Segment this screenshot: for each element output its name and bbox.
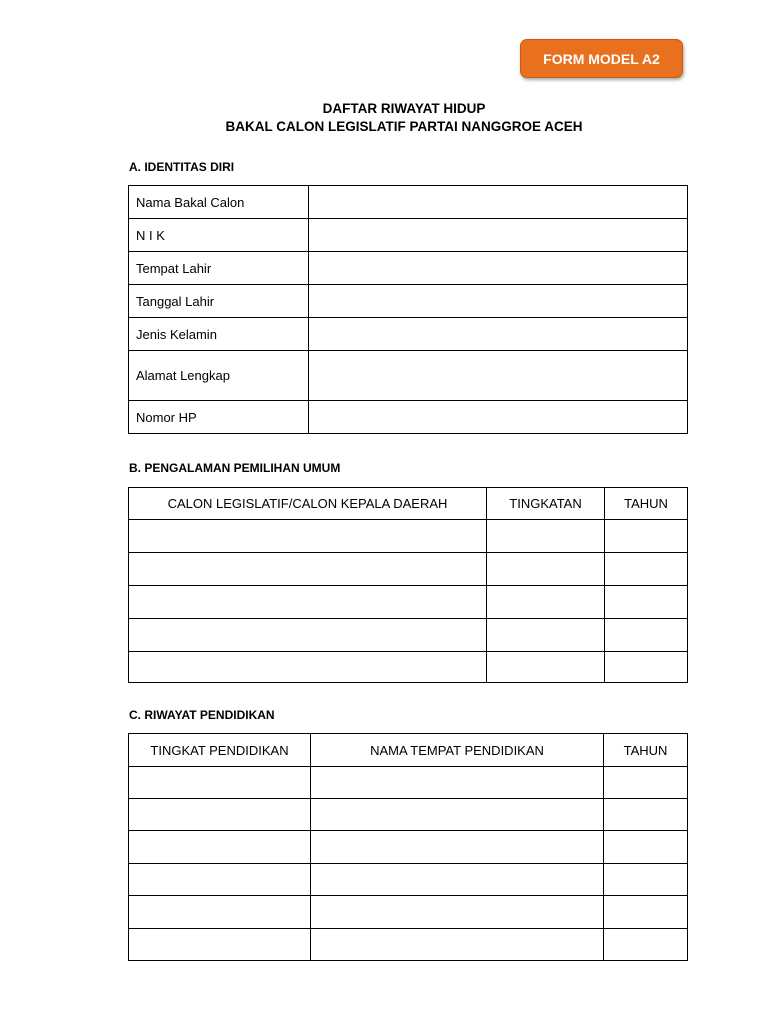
- table-cell[interactable]: [605, 520, 688, 553]
- field-label: N I K: [129, 219, 309, 252]
- table-cell[interactable]: [604, 896, 688, 929]
- column-header: TAHUN: [604, 734, 688, 767]
- column-header: NAMA TEMPAT PENDIDIKAN: [311, 734, 604, 767]
- table-row: [129, 285, 688, 318]
- table-row: [129, 831, 688, 864]
- table-cell[interactable]: [129, 619, 487, 652]
- table-cell[interactable]: [311, 831, 604, 864]
- document-title: DAFTAR RIWAYAT HIDUP: [322, 101, 486, 116]
- table-row: [129, 896, 688, 929]
- table-cell[interactable]: [605, 619, 688, 652]
- table-cell[interactable]: [487, 553, 605, 586]
- table-row: [129, 520, 688, 553]
- table-cell[interactable]: [604, 864, 688, 896]
- table-row: [129, 401, 688, 434]
- table-row: [129, 553, 688, 586]
- table-cell[interactable]: [311, 767, 604, 799]
- table-row: [129, 619, 688, 652]
- table-cell[interactable]: [605, 553, 688, 586]
- table-row: [129, 351, 688, 401]
- table-cell[interactable]: [311, 864, 604, 896]
- table-cell[interactable]: [311, 799, 604, 831]
- table-cell[interactable]: [129, 767, 311, 799]
- table-cell[interactable]: [129, 864, 311, 896]
- table-header-row: [129, 734, 688, 767]
- tanggal-lahir-field[interactable]: [309, 285, 688, 318]
- table-cell[interactable]: [604, 929, 688, 961]
- column-header: TINGKAT PENDIDIKAN: [129, 734, 311, 767]
- field-label: Tanggal Lahir: [129, 285, 309, 318]
- table-row: [129, 186, 688, 219]
- table-cell[interactable]: [129, 799, 311, 831]
- field-label: Tempat Lahir: [129, 252, 309, 285]
- table-cell[interactable]: [605, 652, 688, 683]
- nomor-hp-field[interactable]: [309, 401, 688, 434]
- table-cell[interactable]: [604, 799, 688, 831]
- table-cell[interactable]: [129, 896, 311, 929]
- section-a-heading: A. IDENTITAS DIRI: [129, 160, 235, 174]
- column-header: TAHUN: [605, 488, 688, 520]
- table-row: [129, 767, 688, 799]
- table-row: [129, 219, 688, 252]
- table-cell[interactable]: [604, 831, 688, 864]
- table-cell[interactable]: [487, 520, 605, 553]
- identity-table: [128, 185, 688, 434]
- table-row: [129, 652, 688, 683]
- nama-bakal-calon-field[interactable]: [309, 186, 688, 219]
- election-experience-table: [128, 487, 688, 683]
- tempat-lahir-field[interactable]: [309, 252, 688, 285]
- table-cell[interactable]: [129, 586, 487, 619]
- table-cell[interactable]: [129, 553, 487, 586]
- table-header-row: [129, 488, 688, 520]
- column-header: CALON LEGISLATIF/CALON KEPALA DAERAH: [129, 488, 487, 520]
- table-cell[interactable]: [487, 652, 605, 683]
- document-subtitle: BAKAL CALON LEGISLATIF PARTAI NANGGROE ACEH: [225, 119, 583, 134]
- nik-field[interactable]: [309, 219, 688, 252]
- table-row: [129, 799, 688, 831]
- table-cell[interactable]: [129, 929, 311, 961]
- field-label: Alamat Lengkap: [129, 351, 309, 401]
- section-c-heading: C. RIWAYAT PENDIDIKAN: [129, 708, 275, 722]
- table-cell[interactable]: [311, 896, 604, 929]
- table-row: [129, 864, 688, 896]
- table-row: [129, 586, 688, 619]
- table-cell[interactable]: [604, 767, 688, 799]
- table-cell[interactable]: [487, 586, 605, 619]
- section-b-heading: B. PENGALAMAN PEMILIHAN UMUM: [129, 461, 341, 475]
- table-cell[interactable]: [311, 929, 604, 961]
- table-cell[interactable]: [129, 831, 311, 864]
- column-header: TINGKATAN: [487, 488, 605, 520]
- jenis-kelamin-field[interactable]: [309, 318, 688, 351]
- table-cell[interactable]: [129, 520, 487, 553]
- table-row: [129, 929, 688, 961]
- table-row: [129, 318, 688, 351]
- field-label: Nama Bakal Calon: [129, 186, 309, 219]
- table-row: [129, 252, 688, 285]
- field-label: Jenis Kelamin: [129, 318, 309, 351]
- field-label: Nomor HP: [129, 401, 309, 434]
- table-cell[interactable]: [605, 586, 688, 619]
- table-cell[interactable]: [487, 619, 605, 652]
- form-model-badge: FORM MODEL A2: [520, 39, 683, 78]
- alamat-lengkap-field[interactable]: [309, 351, 688, 401]
- table-cell[interactable]: [129, 652, 487, 683]
- education-history-table: [128, 733, 688, 961]
